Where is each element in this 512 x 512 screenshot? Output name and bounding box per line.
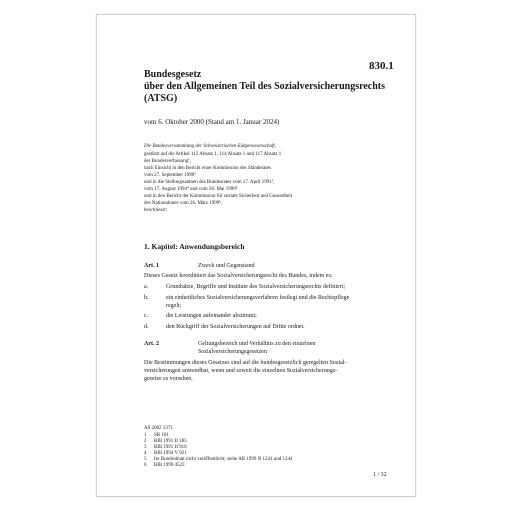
footnote-number: 3 xyxy=(144,445,147,450)
art1-intro: Dieses Gesetz koordiniert das Sozialversicherungsrecht des Bundes, indem es: xyxy=(144,273,333,279)
preamble-end: beschliesst: xyxy=(144,208,168,213)
list-item-text: Grundsätze, Begriffe und Institute des Sozialversicherungsrechts definiert; xyxy=(166,284,346,290)
list-item-letter: c. xyxy=(144,313,149,319)
footnote-number: 4 xyxy=(144,451,147,456)
art2-body-line: Die Bestimmungen dieses Gesetzes sind auf die bundesgesetzlich geregelten Sozial- xyxy=(144,360,347,366)
list-item-letter: a. xyxy=(144,284,149,290)
art2-body-line: versicherungen anwendbar, wenn und soweit die einzelnen Sozialversicherungs- xyxy=(144,368,338,374)
preamble-line: nach Einsicht in den Bericht einer Kommission des Ständerates xyxy=(144,166,271,171)
list-item-letter: d. xyxy=(144,324,149,330)
page-number: 1 / 32 xyxy=(373,472,387,478)
footnote-number: 5 xyxy=(144,457,147,462)
footnote-number: 6 xyxy=(144,463,147,468)
footnote-number: 2 xyxy=(144,439,147,444)
footnote-text[interactable]: BBl 1991 II 910 xyxy=(154,445,187,450)
art2-title-line-1: Geltungsbereich und Verhältnis zu den einzelnen xyxy=(198,341,316,347)
document-page xyxy=(96,14,416,497)
list-item-text: ein einheitliches Sozialversicherungsverfahren festlegt und die Rechtspflege xyxy=(166,295,350,301)
document-title-line-1: Bundesgesetz xyxy=(144,69,202,80)
footnote-text[interactable]: BBl 1994 V 921 xyxy=(154,451,187,456)
preamble-line: und in die Stellungnahmen des Bundesrates vom 17. April 1991³, xyxy=(144,180,275,185)
list-item-letter: b. xyxy=(144,295,149,301)
document-title-line-3: (ATSG) xyxy=(144,93,178,104)
list-item-text: die Leistungen aufeinander abstimmt; xyxy=(166,313,257,319)
art2-body-line: gesetze es vorsehen. xyxy=(144,376,193,382)
as-reference: AS 2002 3371 xyxy=(144,426,173,431)
footnote-text[interactable]: SR 101 xyxy=(154,433,169,438)
sr-number: 830.1 xyxy=(369,60,394,72)
chapter-title: 1. Kapitel: Anwendungsbereich xyxy=(144,242,245,251)
document-date: vom 6. Oktober 2000 (Stand am 1. Januar 2024) xyxy=(144,118,280,126)
preamble-line: und in den Bericht der Kommission für soziale Sicherheit und Gesundheit xyxy=(144,194,293,199)
footnote-text[interactable]: BBl 1999 4523 xyxy=(154,463,185,468)
preamble-line: der Bundesverfassung¹, xyxy=(144,159,192,164)
preamble-line: vom 17. August 1994⁴ und vom 26. Mai 1999⁵ xyxy=(144,187,238,192)
footnote-number: 1 xyxy=(144,433,147,438)
footnote-text[interactable]: BBl 1991 II 185 xyxy=(154,439,187,444)
art2-title-line-2: Sozialversicherungsgesetzen xyxy=(198,349,267,355)
preamble-line: des Nationalrates vom 26. März 1999⁶, xyxy=(144,201,223,206)
list-item-text: regelt; xyxy=(166,303,182,309)
art1-number: Art. 1 xyxy=(144,263,159,269)
preamble-intro: Die Bundesversammlung der Schweizerischen Eidgenossenschaft, xyxy=(144,144,277,149)
list-item-text: den Rückgriff der Sozialversicherungen auf Dritte ordnet. xyxy=(166,324,305,330)
art1-title: Zweck und Gegenstand xyxy=(198,263,255,269)
preamble-line: gestützt auf die Artikel 112 Absatz 1, 114 Absatz 1 und 117 Absatz 1 xyxy=(144,152,282,157)
preamble-line: vom 27. September 1990² xyxy=(144,173,196,178)
art2-number: Art. 2 xyxy=(144,341,159,347)
footnote-text[interactable]: Im Bundesblatt nicht veröffentlicht; siehe AB 1999 N 1241 und 1244 xyxy=(154,457,293,462)
document-title-line-2: über den Allgemeinen Teil des Sozialversicherungsrechts xyxy=(144,81,386,92)
